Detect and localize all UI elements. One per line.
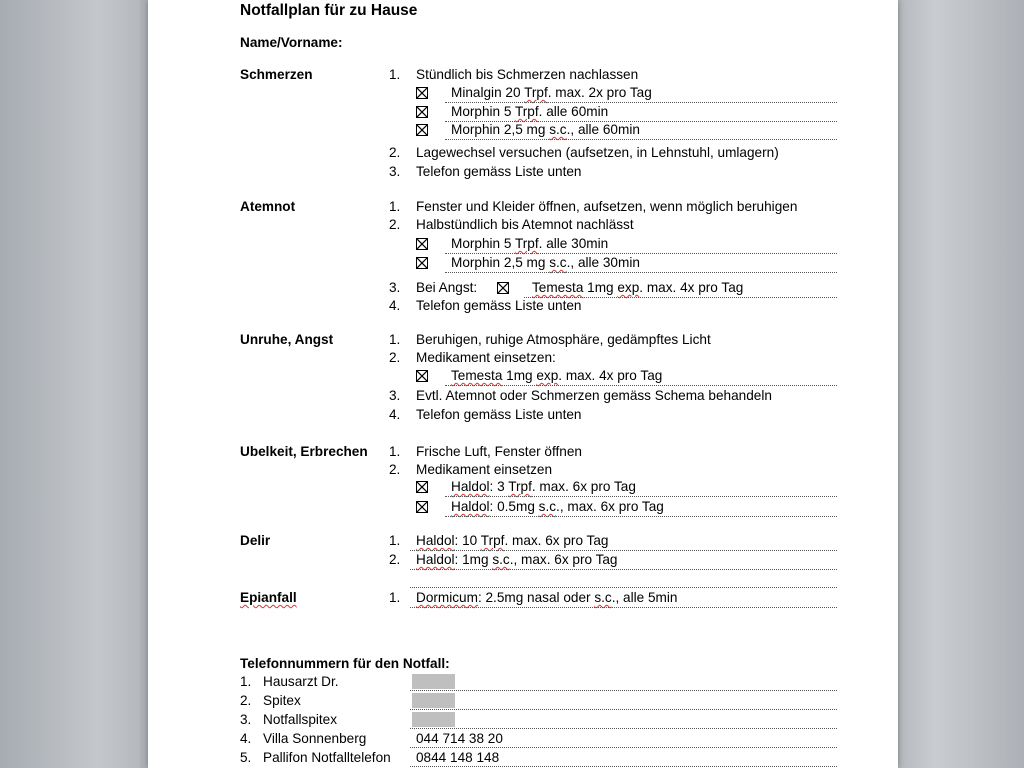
checked-checkbox-icon[interactable] xyxy=(416,87,428,99)
checked-checkbox-icon[interactable] xyxy=(416,124,428,136)
step-text: Medikament einsetzen: xyxy=(416,350,556,365)
step-number: 4. xyxy=(389,298,401,313)
dotted-rule xyxy=(410,607,837,608)
checked-checkbox-icon[interactable] xyxy=(416,481,428,493)
dotted-rule xyxy=(410,550,837,551)
step-number: 2. xyxy=(389,217,401,232)
step-number: 3. xyxy=(389,280,401,295)
phone-entry-label: Villa Sonnenberg xyxy=(263,731,367,746)
dotted-rule xyxy=(445,516,837,517)
document-page xyxy=(148,0,898,768)
dotted-rule xyxy=(410,709,837,710)
medication-line: Minalgin 20 Trpf. max. 2x pro Tag xyxy=(451,85,652,100)
step-number: 1. xyxy=(389,444,401,459)
step-text: Telefon gemäss Liste unten xyxy=(416,298,582,313)
dotted-rule xyxy=(410,587,837,588)
step-number: 1. xyxy=(389,533,401,548)
step-text: Lagewechsel versuchen (aufsetzen, in Lehnstuhl, umlagern) xyxy=(416,145,779,160)
phone-entry-label: Hausarzt Dr. xyxy=(263,674,339,689)
medication-line: Morphin 2,5 mg s.c., alle 30min xyxy=(451,255,640,270)
workspace-left xyxy=(0,0,140,768)
phone-entry-number: 2. xyxy=(240,693,252,708)
phone-entry-label: Pallifon Notfalltelefon xyxy=(263,750,391,765)
dotted-rule xyxy=(445,272,837,273)
checked-checkbox-icon[interactable] xyxy=(416,257,428,269)
checked-checkbox-icon[interactable] xyxy=(416,370,428,382)
dotted-rule xyxy=(445,496,837,497)
dotted-rule xyxy=(410,569,837,570)
phone-entry-number: 3. xyxy=(240,712,252,727)
dotted-rule xyxy=(445,102,837,103)
step-number: 2. xyxy=(389,552,401,567)
phone-entry-label: Spitex xyxy=(263,693,301,708)
checked-checkbox-icon[interactable] xyxy=(416,501,428,513)
phone-entry-value: 044 714 38 20 xyxy=(416,731,503,746)
step-number: 1. xyxy=(389,199,401,214)
step-text: Evtl. Atemnot oder Schmerzen gemäss Schema behandeln xyxy=(416,388,772,403)
section-heading-epianfall: Epianfall xyxy=(240,590,297,605)
workspace-right xyxy=(898,0,1024,768)
phone-heading: Telefonnummern für den Notfall: xyxy=(240,656,450,671)
step-number: 1. xyxy=(389,590,401,605)
medication-line: Temesta 1mg exp. max. 4x pro Tag xyxy=(532,280,744,295)
section-heading-atemnot: Atemnot xyxy=(240,199,296,214)
document-title: Notfallplan für zu Hause xyxy=(240,2,418,19)
step-text: Halbstündlich bis Atemnot nachlässt xyxy=(416,217,634,232)
step-text: Telefon gemäss Liste unten xyxy=(416,164,582,179)
step-number: 1. xyxy=(389,332,401,347)
medication-line: Haldol: 3 Trpf. max. 6x pro Tag xyxy=(451,479,636,494)
phone-entry-number: 4. xyxy=(240,731,252,746)
medication-line: Haldol: 10 Trpf. max. 6x pro Tag xyxy=(416,533,609,548)
step-number: 2. xyxy=(389,462,401,477)
dotted-rule xyxy=(410,728,837,729)
redacted-phone-field xyxy=(412,674,455,689)
medication-line: Haldol: 1mg s.c., max. 6x pro Tag xyxy=(416,552,618,567)
phone-entry-value: 0844 148 148 xyxy=(416,750,500,765)
step-text: Frische Luft, Fenster öffnen xyxy=(416,444,582,459)
medication-line: Morphin 5 Trpf. alle 30min xyxy=(451,236,609,251)
dotted-rule xyxy=(410,690,837,691)
checked-checkbox-icon[interactable] xyxy=(416,106,428,118)
step-text: Beruhigen, ruhige Atmosphäre, gedämpftes Licht xyxy=(416,332,711,347)
step-text: Telefon gemäss Liste unten xyxy=(416,407,582,422)
redacted-phone-field xyxy=(412,712,455,727)
name-label: Name/Vorname: xyxy=(240,35,343,50)
phone-entry-number: 1. xyxy=(240,674,252,689)
step-text: Fenster und Kleider öffnen, aufsetzen, wenn möglich beruhigen xyxy=(416,199,798,214)
step-number: 2. xyxy=(389,145,401,160)
medication-line: Morphin 2,5 mg s.c., alle 60min xyxy=(451,122,640,137)
dotted-rule xyxy=(445,139,837,140)
checked-checkbox-icon[interactable] xyxy=(416,238,428,250)
phone-entry-label: Notfallspitex xyxy=(263,712,338,727)
section-heading-unruhe: Unruhe, Angst xyxy=(240,332,334,347)
phone-entry-number: 5. xyxy=(240,750,252,765)
dotted-rule xyxy=(445,253,837,254)
medication-line: Morphin 5 Trpf. alle 60min xyxy=(451,104,609,119)
dotted-rule xyxy=(445,385,837,386)
step-number: 3. xyxy=(389,388,401,403)
medication-line: Dormicum: 2.5mg nasal oder s.c., alle 5min xyxy=(416,590,678,605)
step-text: Bei Angst: xyxy=(416,280,478,295)
section-heading-ubelkeit: Ubelkeit, Erbrechen xyxy=(240,444,368,459)
section-heading-delir: Delir xyxy=(240,533,271,548)
medication-line: Temesta 1mg exp. max. 4x pro Tag xyxy=(451,368,663,383)
step-text: Stündlich bis Schmerzen nachlassen xyxy=(416,67,639,82)
step-text: Medikament einsetzen xyxy=(416,462,553,477)
medication-line: Haldol: 0.5mg s.c., max. 6x pro Tag xyxy=(451,499,664,514)
checked-checkbox-icon[interactable] xyxy=(497,282,509,294)
dotted-rule xyxy=(410,747,837,748)
step-number: 2. xyxy=(389,350,401,365)
step-number: 4. xyxy=(389,407,401,422)
step-number: 3. xyxy=(389,164,401,179)
redacted-phone-field xyxy=(412,693,455,708)
step-number: 1. xyxy=(389,67,401,82)
dotted-rule xyxy=(410,766,837,767)
section-heading-schmerzen: Schmerzen xyxy=(240,67,313,82)
